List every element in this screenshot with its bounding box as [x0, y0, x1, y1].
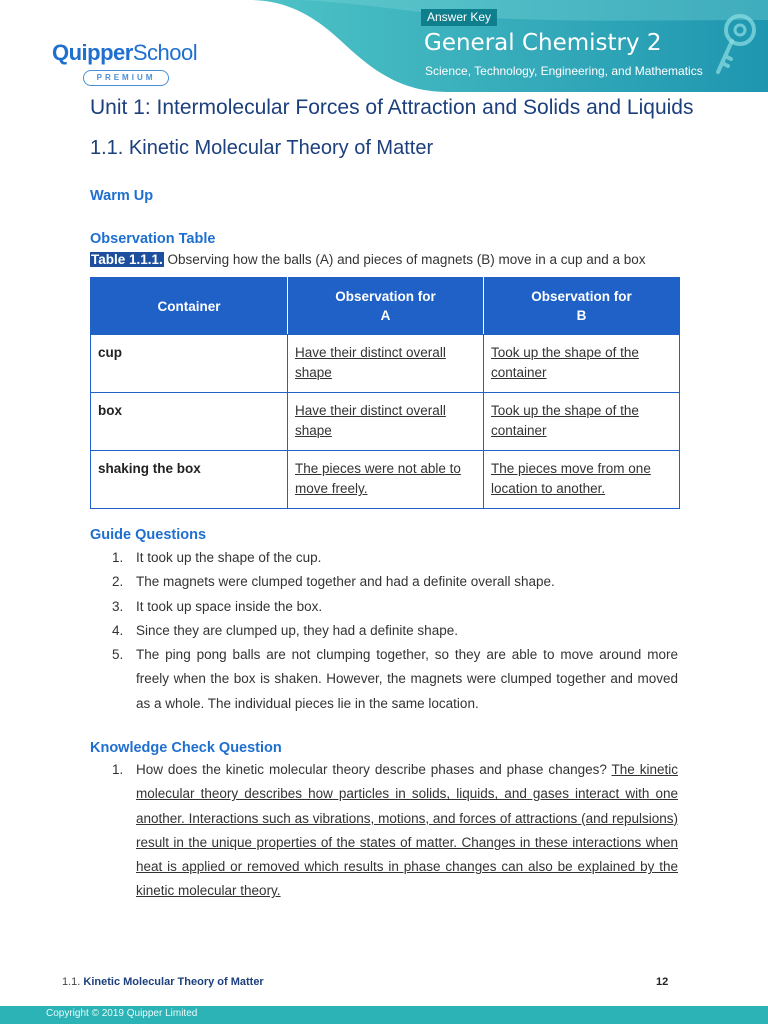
- logo-brand-b: School: [132, 40, 198, 65]
- column-header-line: Container: [157, 298, 221, 314]
- logo-wordmark: [52, 40, 212, 66]
- container-cell: shaking the box: [91, 451, 288, 509]
- quipper-school-logo: [52, 40, 212, 90]
- observation-a-cell: The pieces were not able to move freely.: [288, 451, 484, 509]
- strand-subtitle: Science, Technology, Engineering, and Mathematics: [425, 64, 703, 78]
- table-row: [91, 393, 680, 451]
- observation-a-cell: Have their distinct overall shape: [288, 393, 484, 451]
- warm-up-heading: Warm Up: [90, 188, 154, 204]
- subject-title: General Chemistry 2: [424, 30, 662, 56]
- observation-a-cell: Have their distinct overall shape: [288, 335, 484, 393]
- guide-questions-heading: Guide Questions: [90, 527, 207, 543]
- observation-b-cell: Took up the shape of the container: [484, 393, 680, 451]
- list-item: [112, 595, 678, 619]
- item-text: It took up the shape of the cup.: [136, 550, 322, 565]
- answer-text: The kinetic molecular theory describes how particles in solids, liquids, and gases interact with one another. Interactions such as vibrations, motions, and forces of attractions (and repulsions) result in the unique properties of the states of matter. Changes in these interactions when heat is applied or removed which results in phase changes can also be explained by the kinetic molecular theory.: [136, 762, 678, 899]
- item-text: It took up space inside the box.: [136, 598, 323, 614]
- table-caption-label: Table 1.1.1.: [91, 252, 163, 267]
- footer-lesson-title: Kinetic Molecular Theory of Matter: [83, 976, 264, 988]
- column-header-line: Observation for: [335, 289, 436, 304]
- observation-b-cell: Took up the shape of the container: [484, 335, 680, 393]
- copyright-bar: [0, 1006, 768, 1024]
- column-header-observation-a: [288, 278, 484, 335]
- item-number: 5.: [112, 647, 124, 663]
- item-number: 3.: [112, 598, 124, 614]
- list-item: [112, 570, 678, 594]
- lesson-title: 1.1. Kinetic Molecular Theory of Matter: [90, 137, 434, 159]
- container-cell: cup: [91, 335, 288, 393]
- knowledge-check-list: [112, 758, 678, 904]
- list-item: [112, 643, 678, 716]
- column-header-line: A: [380, 308, 391, 323]
- list-item: [112, 619, 678, 643]
- column-header-observation-b: [484, 278, 680, 335]
- item-text: The ping pong balls are not clumping together, so they are able to move around more freely when the box is shaken. However, the magnets were clumped together and moved as a whole. The individual pieces lie in the same location.: [136, 647, 678, 711]
- item-number: 2.: [112, 574, 124, 590]
- footer-lesson-reference: [62, 976, 264, 988]
- guide-questions-list: [112, 546, 678, 716]
- column-header-container: [91, 278, 288, 335]
- item-text: Since they are clumped up, they had a definite shape.: [136, 622, 458, 638]
- key-icon: [712, 10, 762, 80]
- table-row: [91, 451, 680, 509]
- knowledge-check-heading: Knowledge Check Question: [90, 740, 282, 756]
- observation-table-heading: Observation Table: [90, 231, 216, 247]
- observation-b-cell: The pieces move from one location to another.: [484, 451, 680, 509]
- table-header-row: [91, 278, 680, 335]
- container-cell: box: [91, 393, 288, 451]
- list-item: [112, 758, 678, 904]
- table-row: [91, 335, 680, 393]
- footer-lesson-number: 1.1.: [62, 976, 84, 988]
- page-number: 12: [656, 976, 669, 988]
- item-number: 4.: [112, 622, 124, 638]
- premium-badge: PREMIUM: [83, 70, 169, 86]
- table-caption: [90, 252, 646, 267]
- column-header-line: B: [576, 308, 587, 323]
- logo-brand-a: Quipper: [52, 40, 133, 65]
- observation-table: [90, 277, 680, 509]
- question-text: How does the kinetic molecular theory describe phases and phase changes?: [136, 762, 612, 777]
- item-number: 1.: [112, 762, 124, 777]
- column-header-line: Observation for: [531, 289, 632, 304]
- unit-title: Unit 1: Intermolecular Forces of Attraction and Solids and Liquids: [90, 96, 694, 119]
- item-text: The magnets were clumped together and had a definite overall shape.: [136, 574, 555, 590]
- item-number: 1.: [112, 550, 124, 565]
- copyright-text: Copyright © 2019 Quipper Limited: [46, 1008, 198, 1019]
- item-text: [136, 758, 678, 904]
- table-caption-text: Observing how the balls (A) and pieces of magnets (B) move in a cup and a box: [163, 252, 646, 267]
- list-item: [112, 546, 678, 570]
- answer-key-badge: Answer Key: [421, 9, 497, 26]
